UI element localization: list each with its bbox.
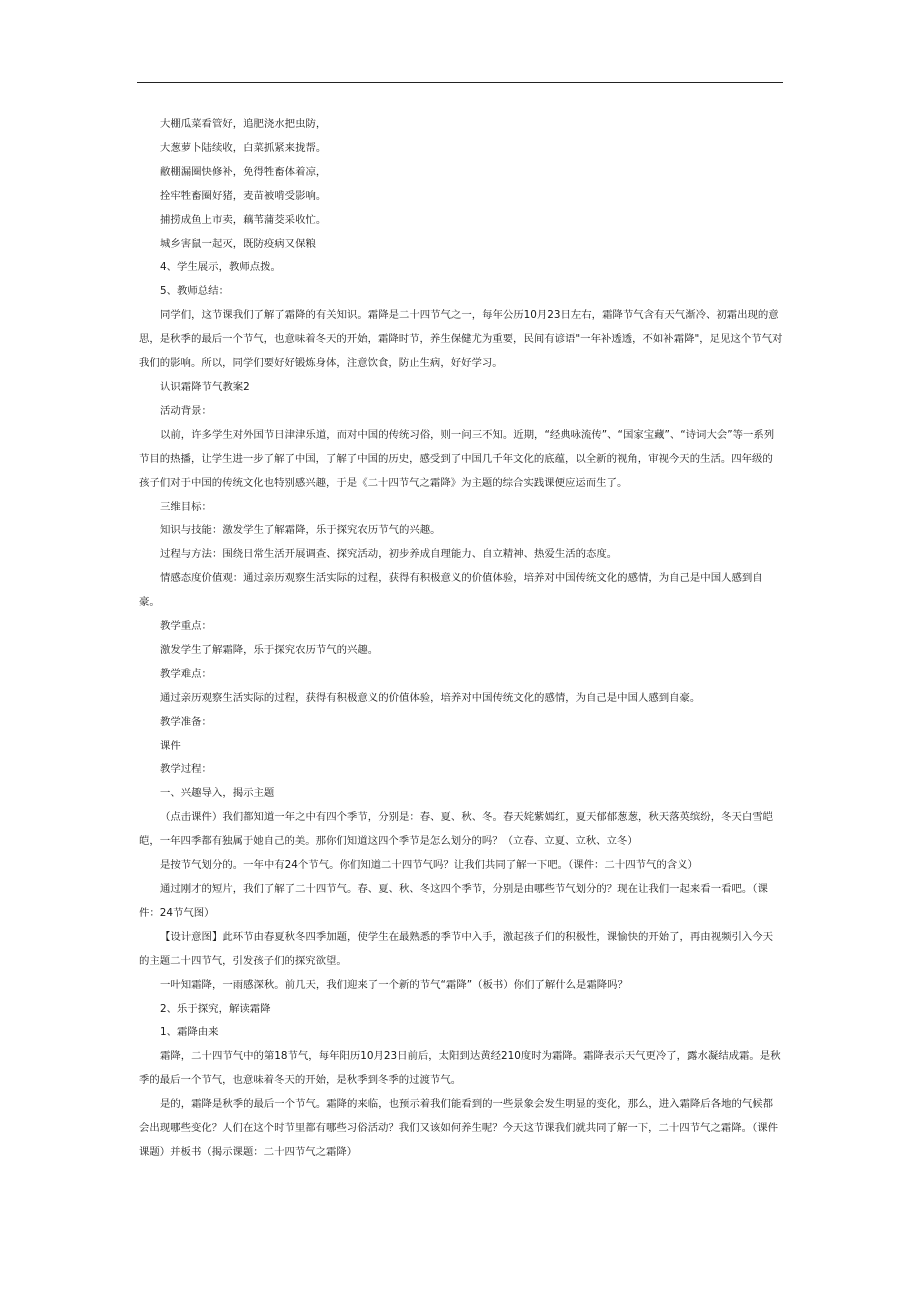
paragraph: 一叶知霜降，一雨感深秋。前几天，我们迎来了一个新的节气“霜降”（板书）你们了解什么是霜降吗？ (160, 978, 628, 991)
paragraph: （点击课件）我们都知道一年之中有四个季节，分别是：春、夏、秋、冬。春天姹紫嫣红，夏天郁郁葱葱，秋天落英缤纷，冬天白雪皑皑，一年四季都有独属于她自己的美。那你们知道这四个季节是怎么划分的吗？（立春、立夏、立秋、立冬） (139, 811, 774, 848)
paragraph: 是的，霜降是秋季的最后一个节气。霜降的来临，也预示着我们能看到的一些景象会发生明显的变化，那么，进入霜降后各地的气候都会出现哪些变化？人们在这个时节里都有哪些习俗活动？我们又该如何养生呢？今天这节课我们就共同了解一下，二十四节气之霜降。（课件课题）并板书（揭示课题：二十四节气之霜降） (139, 1098, 779, 1158)
paragraph: 以前，许多学生对外国节日津津乐道，而对中国的传统习俗，则一问三不知。近期，“经典咏流传”、“国家宝藏”、“诗词大会”等一系列节目的热播，让学生进一步了解了中国，了解了中国的历史，感受到了中国几千年文化的底蕴，以全新的视角，审视今天的生活。四年级的孩子们对于中国的传统文化也特别感兴趣，于是《二十四节气之霜降》为主题的综合实践课便应运而生了。 (139, 428, 775, 489)
paragraph: 三维目标： (160, 500, 212, 513)
paragraph: 教学重点： (160, 620, 212, 633)
paragraph: 通过刚才的短片，我们了解了二十四节气。春、夏、秋、冬这四个季节，分别是由哪些节气划分的？现在让我们一起来看一看吧。（课件：24节气图） (139, 883, 768, 919)
paragraph: 活动背景： (160, 404, 212, 417)
paragraph: 知识与技能：激发学生了解霜降，乐于探究农历节气的兴趣。 (160, 524, 441, 537)
paragraph: 1、霜降由来 (160, 1026, 219, 1039)
paragraph: 霜降，二十四节气中的第18节气，每年阳历10月23日前后，太阳到达黄经210度时为霜降。霜降表示天气更冷了，露水凝结成霜。是秋季的最后一个节气，也意味着冬天的开始，是秋季到冬季的过渡节气。 (139, 1050, 781, 1087)
paragraph: 大棚瓜菜看管好，追肥浇水把虫防， (160, 118, 327, 130)
paragraph: 大葱萝卜陆续收，白菜抓紧来拢帮。 (160, 141, 327, 154)
paragraph: 【设计意图】此环节由春夏秋冬四季加题，使学生在最熟悉的季节中入手，激起孩子们的积极性，课愉快的开始了，再由视频引入今天的主题二十四节气，引发孩子们的探究欲望。 (139, 930, 774, 967)
paragraph: 拴牢牲畜圈好猪，麦苗被啃受影响。 (160, 189, 327, 202)
paragraph: 捕捞成鱼上市卖，藕苇蒲茭采收忙。 (160, 213, 327, 226)
paragraph: 城乡害鼠一起灭，既防疫病又保粮 (160, 237, 316, 250)
paragraph: 教学过程： (160, 763, 212, 776)
section-title: 认识霜降节气教案2 (160, 380, 250, 393)
paragraph: 2、乐于探究，解读霜降 (160, 1002, 271, 1015)
header-rule (137, 82, 783, 83)
paragraph: 教学难点： (160, 667, 212, 680)
paragraph: 4、学生展示，教师点拨。 (160, 261, 281, 274)
paragraph: 是按节气划分的。一年中有24个节气。你们知道二十四节气吗？让我们共同了解一下吧。（课件：二十四节气的含义） (160, 859, 698, 872)
paragraph: 5、教师总结： (160, 285, 229, 298)
paragraph: 敝棚漏圈快修补，免得牲畜体着凉， (160, 165, 327, 178)
paragraph: 一、兴趣导入，揭示主题 (160, 787, 275, 800)
paragraph: 同学们，这节课我们了解了霜降的有关知识。霜降是二十四节气之一，每年公历10月23日左右，霜降节气含有天气渐冷、初霜出现的意思，是秋季的最后一个节气，也意味着冬天的开始，霜降时节，养生保健尤为重要，民间有谚语"一年补透透，不如补霜降"，足见这个节气对我们的影响。所以，同学们要好好锻炼身体，注意饮食，防止生病，好好学习。 (139, 309, 783, 370)
paragraph: 通过亲历观察生活实际的过程，获得有积极意义的价值体验，培养对中国传统文化的感情，为自己是中国人感到自豪。 (160, 691, 701, 704)
paragraph: 过程与方法：围绕日常生活开展调查、探究活动，初步养成自理能力、自立精神、热爱生活的态度。 (160, 548, 618, 561)
paragraph: 情感态度价值观：通过亲历观察生活实际的过程，获得有积极意义的价值体验，培养对中国传统文化的感情，为自己是中国人感到自豪。 (139, 572, 763, 609)
paragraph: 激发学生了解霜降，乐于探究农历节气的兴趣。 (160, 643, 379, 656)
paragraph: 课件 (160, 739, 181, 752)
document-body (139, 113, 783, 1165)
paragraph: 教学准备： (160, 715, 212, 728)
